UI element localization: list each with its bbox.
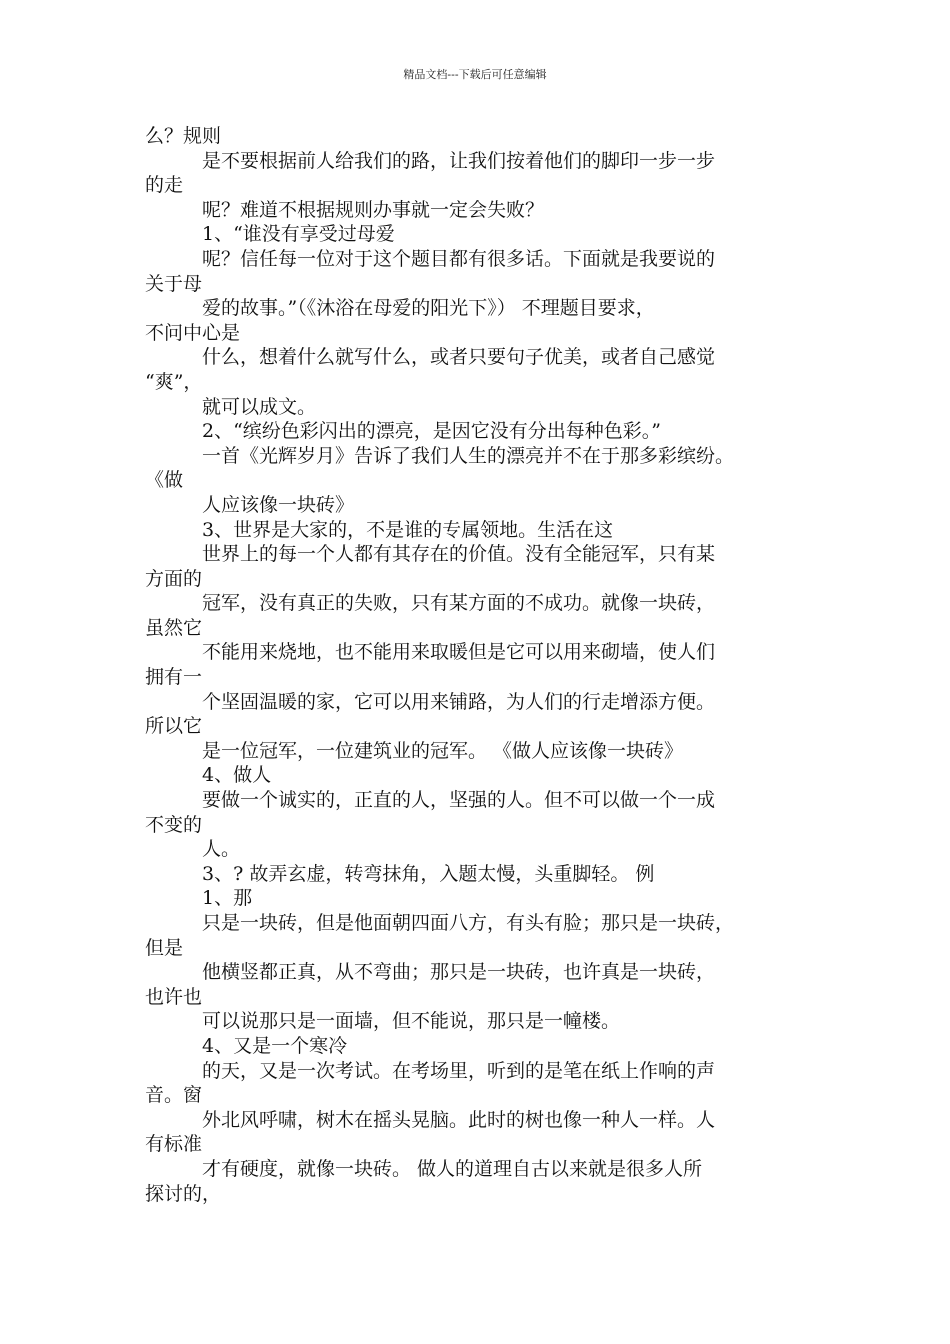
- text-line: 4、做人: [202, 764, 272, 787]
- text-line: 也许也: [145, 985, 203, 1008]
- text-line: 世界上的每一个人都有其存在的价值。没有全能冠军，只有某: [202, 543, 716, 566]
- text-line: 3、世界是大家的，不是谁的专属领地。生活在这: [202, 518, 614, 541]
- text-line: 2、“缤纷色彩闪出的漂亮，是因它没有分出每种色彩。”: [202, 420, 662, 443]
- text-line: “爽”，: [145, 370, 203, 393]
- text-line: 是不要根据前人给我们的路，让我们按着他们的脚印一步一步: [202, 149, 716, 172]
- text-line: 不能用来烧地，也不能用来取暖但是它可以用来砌墙，使人们: [202, 641, 716, 664]
- text-line: 可以说那只是一面墙，但不能说，那只是一幢楼。: [202, 1010, 621, 1033]
- text-line: 爱的故事。”（《沐浴在母爱的阳光下》） 不理题目要求，: [202, 297, 655, 320]
- text-line: 所以它: [145, 715, 203, 738]
- text-line: 冠军，没有真正的失败，只有某方面的不成功。就像一块砖，: [202, 592, 716, 615]
- text-line: 的走: [145, 174, 184, 197]
- text-line: 什么，想着什么就写什么，或者只要句子优美，或者自己感觉: [202, 346, 716, 369]
- text-line: 音。窗: [145, 1084, 203, 1107]
- text-line: 方面的: [145, 567, 203, 590]
- text-line: 人应该像一块砖》: [202, 493, 355, 516]
- text-line: 虽然它: [145, 616, 203, 639]
- text-line: 的天，又是一次考试。在考场里，听到的是笔在纸上作响的声: [202, 1059, 716, 1082]
- text-line: 只是一块砖，但是他面朝四面八方，有头有脸；那只是一块砖，: [202, 912, 735, 934]
- text-line: 么？规则: [145, 125, 222, 147]
- page-header: 精品文档---下载后可任意编辑: [403, 68, 547, 81]
- text-line: 3、? 故弄玄虚，转弯抹角，入题太慢，头重脚轻。 例: [202, 862, 655, 885]
- text-line: 外北风呼啸，树木在摇头晃脑。此时的树也像一种人一样。人: [202, 1108, 716, 1131]
- text-line: 但是: [145, 936, 184, 959]
- text-line: 是一位冠军，一位建筑业的冠军。 《做人应该像一块砖》: [202, 739, 684, 762]
- text-line: 关于母: [145, 272, 203, 295]
- text-line: 不变的: [145, 813, 203, 836]
- text-line: 1、那: [202, 887, 253, 910]
- text-line: 4、又是一个寒冷: [202, 1034, 348, 1057]
- text-line: 拥有一: [145, 666, 203, 689]
- text-line: 人。: [202, 838, 241, 861]
- text-line: 他横竖都正真，从不弯曲；那只是一块砖，也许真是一块砖，: [202, 961, 716, 984]
- text-line: 呢？信任每一位对于这个题目都有很多话。下面就是我要说的: [202, 247, 716, 270]
- document-body: [145, 124, 809, 1206]
- text-line: 呢？难道不根据规则办事就一定会失败？: [202, 198, 545, 221]
- text-line: 不问中心是: [145, 321, 241, 344]
- text-line: 才有硬度，就像一块砖。 做人的道理自古以来就是很多人所: [202, 1157, 703, 1180]
- text-line: 探讨的，: [145, 1182, 222, 1205]
- text-line: 要做一个诚实的，正直的人，坚强的人。但不可以做一个一成: [202, 789, 716, 812]
- text-line: 一首《光辉岁月》告诉了我们人生的漂亮并不在于那多彩缤纷。: [202, 444, 735, 467]
- text-line: 个坚固温暖的家，它可以用来铺路，为人们的行走增添方便。: [202, 690, 716, 713]
- text-line: 就可以成文。: [202, 395, 317, 418]
- text-line: 《做: [145, 469, 184, 492]
- text-line: 有标准: [145, 1133, 203, 1156]
- text-line: 1、“谁没有享受过母爱: [202, 223, 395, 246]
